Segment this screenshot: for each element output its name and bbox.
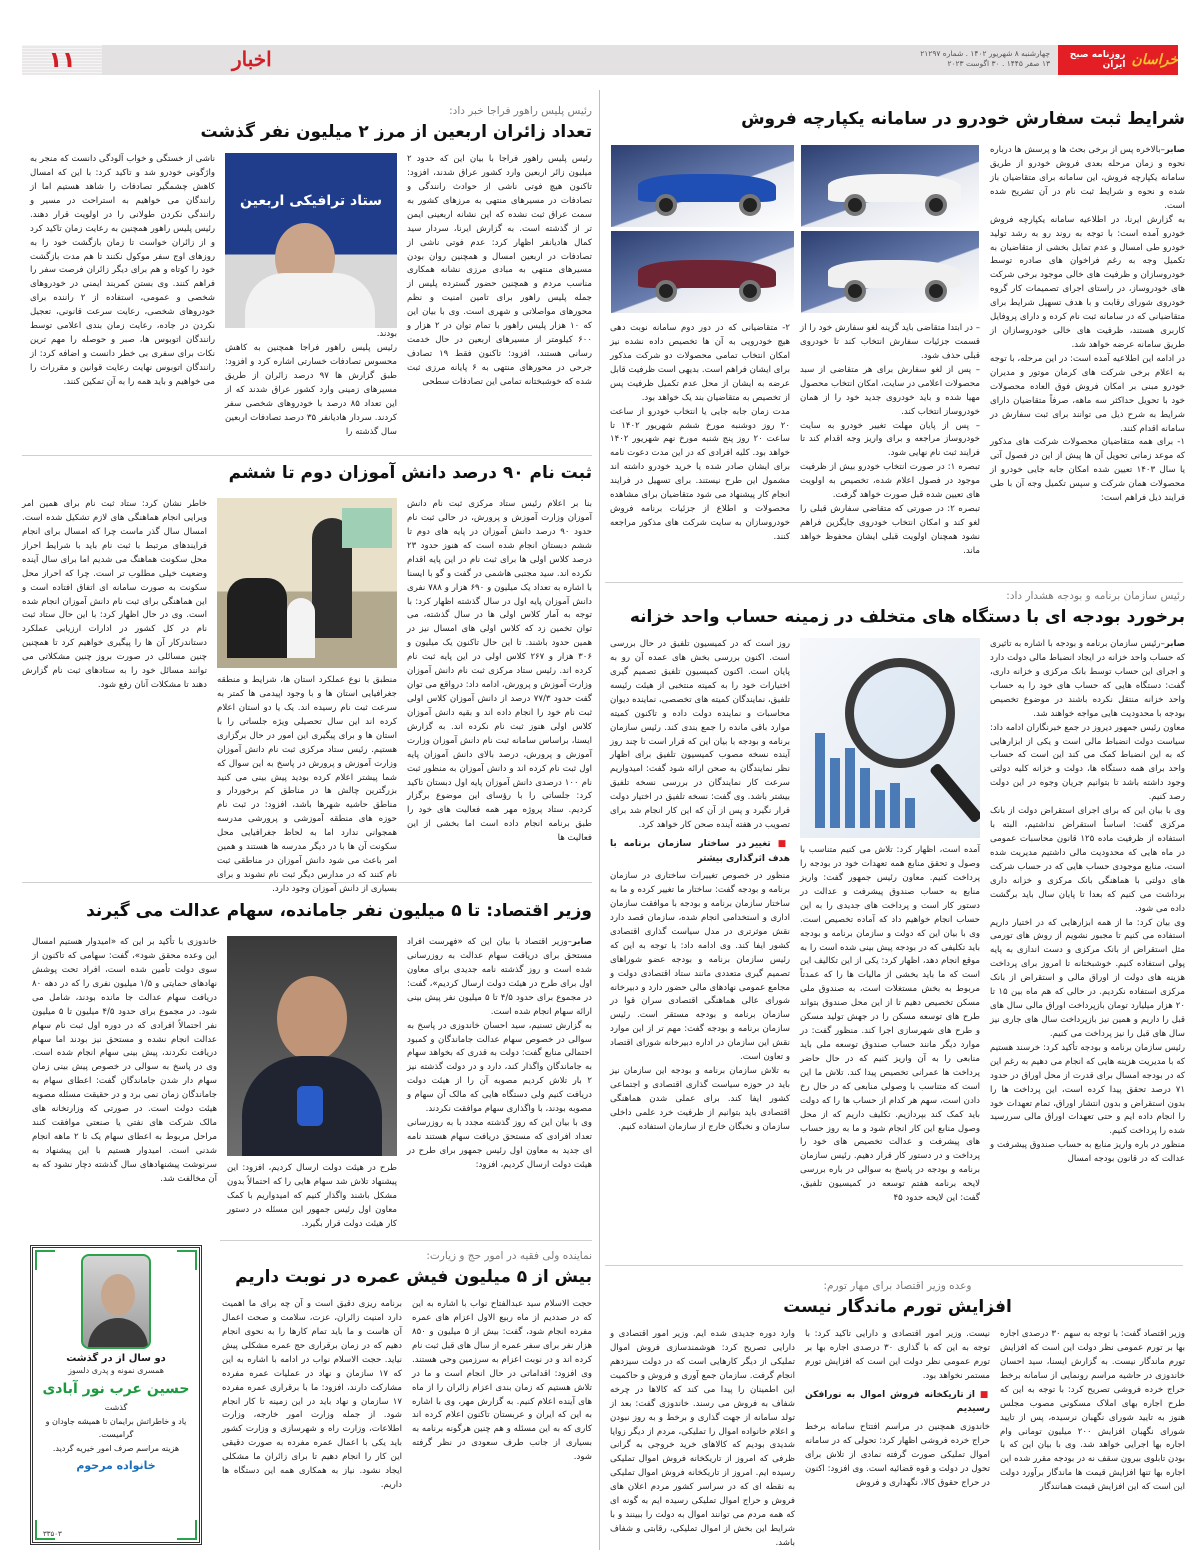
car-photo-red-suv: [610, 230, 795, 314]
article-umrah: [222, 1250, 592, 1493]
column-divider: [599, 90, 600, 1550]
article-column: وارد دوره جدیدی شده ایم. وزیر امور اقتصادی و دارایی تصریح کرد: هوشمندسازی فروش اموال تملیکی از دیگر کارهایی است که در دولت سیزدهم انجام گرفت. سازمان جمع آوری و فروش و حاکمیت این اطمینان را پیدا می کند که کالاها در چرخه شفاف به فروش می رسند. خاندوزی گفت: بعد از تولد سامانه از جهت گذاری و برخط و به روز نبودن و اعلام خانواده اموال را تملیکی، مردم از دیگر زوایا شدیدی بودیم که کالاهای خرید خروجی به گرانی ظرفی که امروز از تاریکخانه فروش اموال تملیکی رسیده ایم. امروز از تاریکخانه فروش اموال تملیکی به نقطه ای که در سراسر کشور مردم اعلان های فروش و حراج اموال تملیکی رسیده ایم به گونه ای که همه مردم می توانند اموال به دولت را ببینند و با شرایط این بخش از اموال تملیکی، رقابتی و شفاف باشد.: [610, 1329, 795, 1548]
car-photo-blue-suv: [610, 144, 795, 228]
article-column: برنامه ریزی دقیق است و آن چه برای ما اهمیت دارد امنیت زائران، عزت، سلامت و صحت اعمال آن هاست و ما باید تمام کارها را به نحوی انجام دهیم که در زمان برقراری حج عمره مشکلی پیش نیاید. حجت الاسلام نواب در ادامه با اشاره به این که ۱۷ سازمان و نهاد در عملیات عمره مفرده مشارکت دارند، افزود: ما با برقراری عمره مفرده ۱۷ سازمان و نهاد باید در این زمینه تا کار انجام شود. از جمله وزارت امور خارجه، وزارت اطلاعات، وزارت راه و شهرسازی و وزارت کشور باید یکی با اعمال عمره مفرده به صورت دقیقی این کار را انجام دهیم تا برای زائران ما مشکلی ایجاد نشود. نیاز به همکاری همه این دستگاه ها داریم.: [222, 1299, 402, 1491]
article-column: خاطر نشان کرد: ستاد ثبت نام برای همین امر ویرایی انجام هماهنگی های لازم تشکیل شده است. امسال سال گذر ماست چرا که امسال برای انجام فرایندهای مرتبط با ثبت نام باید با شرایط احراز محل سکونت هماهنگ می شدیم اما برای سال آینده وضعیت خیلی مطلوب تر است. چرا که احراز محل سکونت به صورت سامانه ای اتفاق افتاده است و این هماهنگی برای ثبت نام دانش آموزان انجام شده است. وی در حال اظهار کرد: با این حال ستاد ثبت نام در کل کشور در ادارات ارزیابی عملکرد دستاندرکار آن ها را پیگیری خواهیم کرد تا همچنین چنین مسائلی در صورت بروز چنین مشکلاتی می توانند مسائل خود را به ستادهای ثبت نام گزارش دهند تا مشکلات آنان رفع شود.: [22, 499, 207, 691]
magnifier-chart-photo: [800, 638, 980, 838]
article-treasury-account: [610, 590, 1185, 1206]
article-media-and-columns: [610, 144, 980, 594]
article-column: ۲- متقاضیانی که در دور دوم سامانه نوبت دهی هیچ خودرویی به آن ها تخصیص داده نشده نیز امکان انتخاب تمامی محصولات دو شرکت مذکور برای ایشان فراهم است. بدیهی است ظرفیت قابل عرضه به ایشان از محل عدم تکمیل ظرفیت پس از تخصیص به متقاضیان بند یک خواهد بود. مدت زمان جابه جایی یا انتخاب خودرو از ساعت ۲۰ روز دوشنبه مورخ ششم شهریور ۱۴۰۲ تا ساعت ۲۰ روز پنج شنبه مورخ نهم شهریور ۱۴۰۲ خواهد بود. کلیه افرادی که در این مدت دعوت نامه برای ایشان صادر شده یا خرید خودرو داشته اند مشمول این طرح نیستند. برای تسهیل در فرایند انجام کار پیشنهاد می شود متقاضیان برای مشاهده محصولات و اطلاع از جزئیات برنامه فروش خودروسازان به سایت شرکت های مذکور مراجعه کنند.: [610, 323, 790, 542]
police-chief-photo: ستاد ترافیکی اربعین: [225, 153, 397, 328]
article-justice-shares: [22, 900, 592, 1232]
photo-caption-tail: بودند.: [376, 329, 397, 340]
obituary-description: همسری نمونه و پدری دلسوز: [68, 1366, 164, 1375]
article-column: خاندوزی با تأکید بر این که «امیدوار هستیم امسال این وعده محقق شود»، گفت: سهامی که تاکنون از سوی دولت تأمین شده است، افراد تحت پوشش نهادهای حمایتی و ۱/۵ میلیون نفری را که در دهه ۸۰ دریافت سهام عدالت جا مانده بودند، شامل می شود. در مجموع برای حدود ۴/۵ میلیون تا ۵ میلیون نفر احتمالاً افرادی که در دوره اول ثبت نام سهام عدالت انجام نشده و مستحق نیز بودند اما سهام دریافت نکردند، پیش بینی سهام انجام شده است. وی در پاسخ به سوالی در خصوص پیش بینی زمان سهام دار شدن جاماندگان گفت: اعطای سهام به جاماندگان زمان نمی برد و در حقیقت مسئله مصوبه هیئت دولت است. در صورتی که وزارتخانه های مالک شرکت های نفتی یا صنعتی موافقت کنند مراحل مربوط به اعطای سهام یک تا ۲ ماهه انجام شدنی است. امیدوار هستیم با این پیشنهاد به سرنوشت پیشنهادهای سال گذشته دچار نشود که به آن مخالفت شد.: [32, 937, 217, 1184]
article-headline[interactable]: بیش از ۵ میلیون فیش عمره در نوبت داریم: [235, 1267, 592, 1287]
article-kicker: وعده وزیر اقتصاد برای مهار تورم:: [823, 1280, 972, 1292]
obituary-family: خانواده مرحوم: [76, 1459, 156, 1473]
article-column: روز است که در کمیسیون تلفیق در حال بررسی است. اکنون بررسی بخش های عمده آن رو به پایان است. اکنون کمیسیون تلفیق تصمیم گیری اختیارات خود را به کمیته منتخبی از هیئت رئیسه تلفیق، نمایندگان کمیته های تخصصی، نماینده دیوان محاسبات و نماینده دولت داده و تاکنون کمیته موارد باقی مانده را جمع بندی کند. رئیس سازمان برنامه و بودجه با بیان این که قرار است تا چند روز آینده نسخه مصوب کمیسیون تلفیق برای اظهار نظر نمایندگان به صحن ارائه شود گفت: امیدواریم سرعت کار نمایندگان در بررسی نسخه تلفیق بیشتر باشد. وی گفت: نسخه تلفیق در اختیار دولت قرار نگیرد و پس از آن که این کار انجام شد برای تصویب در هفته آینده صحن کار خواهد کرد. ■ تغییر در ساختار سازمان برنامه با هدف اثرگذاری بیشتر منظور در خصوص تغییرات ساختاری در سازمان برنامه و بودجه گفت: ساختار ما تغییر کرده و ما به ساختار سازمان برنامه و بودجه با موافقت سازمان اداری و استخدامی انجام شده، سازمان قصد دارد نقش موثرتری در مدل سیاست گذاری اقتصادی کشور ایفا کند. وی ادامه داد: با توجه به این که رئیس سازمان برنامه و بودجه عضو شوراهای تصمیم گیری متعددی مانند ستاد اقتصادی دولت و مجامع عمومی نهادهای مالی حضور دارد و دبیرخانه شورای عالی هماهنگی اقتصادی سران قوا در سازمان برنامه و بودجه مستقر است. رئیس سازمان برنامه و بودجه گفت: مهم تر از این موارد نقش این سازمان در اداره دبیرخانه شورای اقتصاد و تعاون است. به تلاش سازمان برنامه و بودجه این سازمان نیز باید در حوزه سیاست گذاری اقتصادی و اجتماعی کشور ایفا کند. برای عملی شدن هماهنگی اقتصادی باید بتوانیم از ظرفیت خرد علمی داخلی سازمان و نخبگان خارج از سازمان استفاده کنیم.: [610, 638, 790, 1206]
article-column: صابر–وزیر اقتصاد با بیان این که «فهرست افراد مستحق برای دریافت سهام عدالت به روزرسانی شده است و روز گذشته نامه جدیدی برای معاون اول برای طرح در هیئت دولت ارسال کردیم»، گفت: در مجموع برای حدود ۴/۵ تا ۵ میلیون نفر پیش بینی ارائه سهام انجام شده است. به گزارش تسنیم، سید احسان خاندوزی در پاسخ به سوالی در خصوص سهام عدالت جاماندگان و کمبود احتمالی منابع گفت: دولت به قدری که بخواهد سهام به جاماندگان واگذار کند، دارد و در دولت گذشته نیز ۲ بار تلاش کردیم مصوبه آن را از هیئت دولت دریافت کنیم ولی دستگاه هایی که مالک آن سهام و مصوبه بودند، با واگذاری سهام موافقت نکردند. وی با بیان این که روز گذشته مجدد با به روزرسانی تعداد افرادی که مستحق دریافت سهام هستند نامه ای جدید به معاون اول رئیس جمهور برای طرح در هیئت دولت ارسال کردیم، افزود:: [407, 937, 592, 1170]
brand-logo: خراسان: [1131, 52, 1178, 68]
article-kicker: نماینده ولی فقیه در امور حج و زیارت:: [426, 1250, 592, 1262]
byline: صابر: [1164, 145, 1185, 156]
page-number: ۱۱: [22, 45, 102, 75]
article-column: بنا بر اعلام رئیس ستاد مرکزی ثبت نام دانش آموزان وزارت آموزش و پرورش، در حالی ثبت نام حدود ۹۰ درصد دانش آموزان در پایه های دوم تا ششم دبستان انجام شده است که هنوز حدود ۲۳ درصد کلاس اولی ها برای ثبت نام در این پایه اقدام نکرده اند. سید مجتبی هاشمی در گفت و گو با ایسنا با اشاره به تعداد یک میلیون و ۶۹۰ هزار و ۷۸۸ نفری دانش آموزان پایه اول در سال گذشته اظهار کرد: با توجه به آمار کلاس اولی ها در سال گذشته، می توان تخمین زد که کلاس اولی های امسال نیز در همین حدود باشند. تا این حال تاکنون یک میلیون و ۳۰۶ هزار و ۲۶۷ کلاس اولی در این پایه ثبت نام کرده اند. رئیس ستاد مرکزی ثبت نام دانش آموزان وزارت آموزش و پرورش، ادامه داد: درواقع می توان گفت حدود ۷۷/۳ درصد از دانش آموزان کلاس اولی ثبت نام خود را انجام داده اند و بقیه دانش آموزان کلاس اولی هنوز ثبت نام نکرده اند. به گزارش ایسنا، براساس سامانه ثبت نام دانش آموزان وزارت آموزش و پرورش، درصد بالای دانش آموزان پایه اول ثبت نام کرده اند و دانش آموزان به منظور ثبت نام ۱۰۰ درصدی دانش آموزان پایه اول دبستان تاکید کرد: جلساتی را با رؤسای این موضوع برگزار کردیم. ستاد پروژه مهر همه فعالیت های خود را طبق برنامه انجام داده است اما بخشی از این فعالیت ها: [407, 499, 593, 844]
car-photo-white-sedan: [800, 144, 980, 228]
brand-tagline: روزنامه صبح ایران: [1069, 50, 1126, 70]
article-subheading: ■ از تاریکخانه فروش اموال به نورافکن رسیدیم: [805, 1388, 990, 1417]
article-arbaeen-pilgrims: [22, 105, 592, 439]
byline: صابر: [1164, 639, 1185, 650]
ad-code: ۳۳۵۰۳: [43, 1530, 62, 1538]
section-divider: [220, 1240, 592, 1241]
section-divider: [22, 455, 592, 456]
newspaper-brand[interactable]: [1058, 45, 1178, 75]
classroom-photo: [217, 498, 397, 668]
article-car-registration: [610, 108, 1185, 594]
article-column: صابر–رئیس سازمان برنامه و بودجه با اشاره به تاثیری که حساب واحد خزانه در ایجاد انضباط مالی دولت دارد و اجرای این حساب توسط بانک مرکزی و خزانه داری، گفت: دستگاه هایی که حساب های خود را به حساب واحد خزانه منتقل نکرده باشند در موضوع تخصیص بودجه با محدودیت هایی مواجه خواهند شد. معاون رئیس جمهور دیروز در جمع خبرنگاران ادامه داد: سیاست دولت انضباط مالی است و یکی از ابزارهایی که به این انضباط کمک می کند این است که حساب واحد برای همه دستگاه ها، دولت و خزانه کلیه دولتی وجود داشته باشد تا بتوانیم جریان وجوه در این دولت رصد کنیم. وی با بیان این که برای اجرای استقراض دولت از بانک مرکزی گفت: اساسأ استقراض نداشتیم، البته با استفاده از ظرفیت ماده ۱۲۵ قانون محاسبات عمومی در ماه هایی که محدودیت مالی داشتیم مدیریت شده است، منابع موجودی حساب هایی که در حساب شرکت های دولتی با هماهنگی بانک مرکزی و خزانه داری برداشت می کنیم که بعدا تا پایان سال باید برگشت داده می شود. وی بیان کرد: ما از همه ابزارهایی که در اختیار داریم استفاده می کنیم تا مجبور نشویم از روش های تورمی مثل استقراض از بانک مرکزی و دست اندازی به پایه پولی استفاده کنیم. خوشبختانه تا امروز برای پرداخت هزینه های دولت از اوراق مالی و استقراض از بانک مرکزی استفاده نکردیم. در حالی که هم ماه بین ۱۵ تا ۲۰ هزار میلیارد تومان بازپرداخت اوراق مالی سال های قبل را داریم و همین نیز بازپرداخت سال های جاری نیز سال های قبل را نیز پرداخت می کنیم. رئیس سازمان برنامه و بودجه تأکید کرد: خرسند هستیم که با مدیریت هزینه هایی که انجام می دهیم به رغم این که در بودجه امسال برای قدرت از محل اوراق در حدود ۷۱ درصد تحقق پیدا کرده است، این پرداخت ها را بدون استقراض و بدون انتشار اوراق، تمام تعهدات خود را انجام داده ایم و حتی تعهدات اوراق مالی سررسید شده را پرداخت کنیم. منظور در باره واریز منابع به حساب صندوق پیشرفت و عدالت که در قانون بودجه امسال: [990, 639, 1186, 1165]
section-title: اخبار: [232, 47, 272, 71]
article-column: رئیس پلیس راهور فراجا با بیان این که حدود ۲ میلیون زائر اربعین وارد کشور عراق شدند، افزود: تاکنون هیچ فوتی ناشی از حوادث رانندگی و تصادفات در مسیرهای منتهی به مرزهای کشور به سمت عراق ثبت نشده که این نشانه اربعینی ایمن تر از گذشته است. به گزارش ایرنا، سردار سید کمال هادیانفر اظهار کرد: عدم فوتی ناشی از تصادفات در اربعین امسال و همچنین روان بودن مسیرهای منتهی به مبادی مرزی نشانه همکاری مناسب مردم و همچنین حضور گسترده پلیس از جمله پلیس راهور برای تامین امنیت و نظم محورهای مواصلاتی و شهری است. وی با بیان این که ۱۰ هزار پلیس راهور با تمام توان در ۲ هزار و ۶۰۰ کیلومتر از مسیرهای اربعین در حال خدمت رسانی هستند، افزود: تاکنون فقط ۱۹ تصادف جرحی در محورهای منتهی به ۶ پایانه مرزی ثبت شده که خوشبختانه تمامی این تصادفات سطحی: [407, 154, 592, 387]
car-photo-white-compact: [800, 230, 980, 314]
article-column: نیست. وزیر امور اقتصادی و دارایی تاکید کرد: با توجه به این که با گذاری ۳۰ درصدی اجاره بها بر تورم عمومی نظر دولت این است که افزایش تورم مستمر نخواهد بود. ■ از تاریکخانه فروش اموال به نورافکن رسیدیم خاندوزی همچنین در مراسم افتتاح سامانه برخط حراج خرده فروشی اظهار کرد: تحولی که در سامانه اموال تملیکی صورت گرفته نمادی از تلاش برای تحول در دولت و قوه قضائیه است. وی افزود: اکنون در حراج حقوق کالا، نگهداری و فروش: [805, 1328, 990, 1551]
article-column: منطبق با نوع عملکرد استان ها، شرایط و منطقه جغرافیایی استان ها و با وجود اپیدمی ها کمتر به سرعت ثبت نام رسیده اند. یک یا دو استان اعلام کرده اند این سال تحصیلی ویژه جلساتی را با استان ها و برای پیگیری این امور در حال برگزاری هستیم. رئیس ستاد مرکزی ثبت نام دانش آموزان وزارت آموزش و پرورش در پاسخ به این سوال که شما پیشتر اعلام کرده بودید پیش بینی می کنید بزرگترین چالش ها در مناطق کم برخوردار و مناطق حاشیه شهرها باشد، افزود: در ثبت نام حوزه های منطقه آموزشی و پرورشی مدرسه همجوانی ندارد اما به لحاظ جغرافیایی محل سکونت آن ها با در دیگر مدرسه ها هستند و همین امر باعث می شود دانش آموزان در مناطقی ثبت نام کنند که در مدارس دیگر ثبت نام نشوند و برای بسیاری از دانش آموزان وجود دارد.: [217, 498, 397, 897]
article-column: ناشی از خستگی و خواب آلودگی دانست که منجر به واژگونی خودرو شد و تاکید کرد: با این که امسال کاهش چشمگیر تصادفات را شاهد هستیم اما از رانندگان می خواهیم به استراحت در مسیر و رانندگی نکردن طولانی را در اولویت قرار دهند. رئیس پلیس راهور همچنین به رعایت زمان تاکید کرد و از زائران خواست تا زمان بازگشت خود را به روزهای اوج سفر موکول نکنند تا هم مدت بازگشت خود را کوتاه و هم برای دیگر زائران فرصت سفر را فراهم کنند. وی بستن کمربند ایمنی در خودروهای شخصی و عمومی، استفاده از ۲ راننده برای خودروهای شخصی، رعایت سرعت قانونی، تعجیل نکردن در جاده، رعایت زمان بندی اعلامی توسط رانندگان اتوبوس ها، صبر و حوصله را مهم ترین نکات برای سفری بی خطر دانست و اضافه کرد: از رانندگان اتوبوس نهایت رعایت قوانین و مقررات را می خواهیم و باید همه را به آن تمکین کنند.: [30, 154, 215, 387]
issue-date-line-2: ۱۳ صفر ۱۴۴۵ . ۳۰ اگوست ۲۰۲۳: [947, 59, 1050, 69]
article-column: – در ابتدا متقاضی باید گزینه لغو سفارش خود را از قسمت جزئیات سفارش انتخاب کند تا خودروی قبلی حذف شود. – پس از لغو سفارش برای هر متقاضی از سبد محصولات اعلامی در سایت، امکان انتخاب محصول مهیا شده و باید خودروی جدید خود را از همان خودروساز انتخاب کند. – پس از پایان مهلت تغییر خودرو به سایت خودروساز مراجعه و برای واریز وجه اقدام کند تا فرایند ثبت نام نهایی شود. تبصره ۱: در صورت انتخاب خودرو بیش از ظرفیت موجود در فصول اعلام شده، تخصیص به اولویت های تعیین شده قبل صورت خواهد گرفت. تبصره ۲: در صورتی که متقاضی سفارش قبلی را لغو کند و امکان انتخاب خودروی جایگزین فراهم نشود همچنان اولویت قبلی ایشان محفوظ خواهد ماند.: [800, 323, 980, 556]
article-column: طرح در هیئت دولت ارسال کردیم، افزود: این پیشنهاد تلاش شد سهام هایی را که احتمالاً بدون مشکل باشند واگذار کنیم که امیدواریم با کمک معاون اول رئیس جمهور این مسئله در دستور کار هیئت دولت قرار بگیرد.: [227, 936, 397, 1232]
article-kicker: رئیس سازمان برنامه و بودجه هشدار داد:: [1006, 590, 1185, 602]
article-headline[interactable]: ثبت نام ۹۰ درصد دانش آموزان دوم تا ششم: [228, 463, 592, 483]
article-headline[interactable]: برخورد بودجه ای با دستگاه های متخلف در زمینه حساب واحد خزانه: [629, 607, 1185, 627]
article-headline[interactable]: شرایط ثبت سفارش خودرو در سامانه یکپارچه فروش: [741, 109, 1185, 129]
issue-info: [858, 45, 1058, 75]
article-column: وزیر اقتصاد گفت: با توجه به سهم ۳۰ درصدی اجاره بها بر تورم عمومی نظر دولت این است که افزایش تورم ماندگار نیست. به گزارش ایسنا، سید احسان خاندوزی در حاشیه مراسم رونمایی از سامانه برخط حراج خرده فروشی تصریح کرد: با توجه به این که طرح اجاره بهای املاک مسکونی مصوب مجلس هنوز به تایید شورای نگهبان نرسیده، پس از تایید شورای نگهبان افزایش ۲۰۰ میلیون تومانی وام اجاره بها اجرایی خواهد شد. وی با بیان این که با بودن تابلوی بیرون سقف نه در بودجه مقرر شده این اجاره بها تنها افزایش قیمت ها ماندگار برآورد دولت این است که این افزایش قیمت همانندگار: [1000, 1329, 1185, 1493]
article-column: آمده است، اظهار کرد: تلاش می کنیم متناسب با وصول و تحقق منابع همه تعهدات خود در بودجه را پرداخت کنیم. معاون رئیس جمهور گفت: واریز منابع به حساب صندوق پیشرفت و عدالت در دستور کار است و پرداخت های جدیدی را به این حساب انجام خواهیم داد که آماده تخصیص است. وی با بیان این که دولت و سازمان برنامه و بودجه باید تکلیفی که در بودجه پیش بینی شده است را به موقع انجام دهد، اظهار کرد: یکی از این تکالیف این است که ما باید بخشی از مالیات ها را که عمدتاً مربوط به بخش مستغلات است، به صندوق ملی مسکن تخصیص دهیم تا از این محل صندوق بتواند طرح های توسعه مسکن را در جهش تولید مسکن و طرح های شهرسازی اجرا کند. منظور گفت: در موارد دیگر مانند حساب صندوق توسعه ملی باید منابعی را به آن واریز کنیم که در حال حاضر پرداخت ها عمرانی تخصیص پیدا کند. تلاش ما این است که متناسب با وصولی منابعی که در حال رخ دادن است، سهم هر کدام از حساب ها را که دولت باید کمک کند بپردازیم. تکلیف داریم که از محل وصول منابع این کار انجام شود و ما به روز حساب های پیشرفت و عدالت تخصیص های خود را پرداخت و در دستور کار قرار دهیم. رئیس سازمان برنامه و بودجه در پاسخ به سوالی در باره بررسی لایحه برنامه هفتم توسعه در کمیسیون تلفیق، گفت: این لایحه حدود ۴۵: [800, 638, 980, 1206]
section-divider: [605, 1265, 1183, 1266]
obituary-charity-note: هزینه مراسم صرف امور خیریه گردید.: [52, 1443, 180, 1453]
article-student-registration: [22, 462, 592, 897]
article-column: صابر–بالاخره پس از برخی بحث ها و پرسش ها درباره نحوه و زمان مرحله بعدی فروش خودرو از طریق سامانه یکپارچه فروش، این سامانه برای متقاضیان باز شده و نحوه و شرایط ثبت نام در آن تشریح شده است. به گزارش ایرنا، در اطلاعیه سامانه یکپارچه فروش خودرو آمده است: با توجه به روند رو به رشد تولید خودرو طی امسال و عدم تمایل بخشی از متقاضیان به تکمیل وجه به رغم فراخوان های صادره توسط خودروسازان و ظرفیت های خالی موجود برخی شرکت های خودروساز، در راستای اجرای تصمیمات کار گروه خودروی شورای رقابت و با هدف تسهیل شرایط برای متقاضیانی که در سامانه ثبت نام کرده و دارای پروفایل کاربری هستند، ظرفیت های خالی خودروسازان از طریق سامانه عرضه خواهد شد. در ادامه این اطلاعیه آمده است: در این مرحله، با توجه به اعلام برخی شرکت های کرمان موتور و مدیران خودرو مبنی بر امکان فروش فوق العاده محصولات خود با تحویل حداکثر سه ماهه، صرفاً متقاضیان دارای شرایط به شرح ذیل می توانند برای ثبت سفارش در سامانه اقدام کنند. ۱- برای همه متقاضیان محصولات شرکت های مذکور که موعد زمانی تحویل آن ها پیش از این در فصول آتی یا سال ۱۴۰۳ تعیین شده امکان جابه جایی خودرو از محصولات همان شرکت و سپس تکمیل وجه آن با طی فرایند ذیل فراهم است:: [990, 145, 1185, 504]
deceased-name: حسین عرب نور آبادی: [42, 1381, 190, 1397]
byline: صابر: [571, 937, 592, 948]
article-subheading: ■ تغییر در ساختار سازمان برنامه با هدف اثرگذاری بیشتر: [610, 837, 790, 866]
deceased-portrait: [81, 1254, 151, 1349]
article-headline[interactable]: وزیر اقتصاد: تا ۵ میلیون نفر جامانده، سهام عدالت می گیرند: [86, 901, 592, 921]
article-inflation: [610, 1280, 1185, 1551]
masthead: [22, 45, 1178, 75]
article-kicker: رئیس پلیس راهور فراجا خبر داد:: [449, 105, 592, 117]
obituary-ad: دو سال از در گذشت همسری نمونه و پدری دلسوز حسین عرب نور آبادی گذشت یاد و خاطراتش برایمان تا همیشه جاودان و گرامیست. هزینه مراسم صرف امور خیریه گردید. خانواده مرحوم ۳۳۵۰۳: [30, 1245, 202, 1545]
article-column: حجت الاسلام سید عبدالفتاح نواب با اشاره به این که در صددیم از ماه ربیع الاول اعزام های عمره مفرده انجام شود، گفت: بیش از ۵ میلیون و ۸۵۰ هزار نفر برای سفر عمره از سال های قبل ثبت نام کرده اند و در نوبت اعزام به سرزمین وحی هستند. وی افزود: اقداماتی در حال انجام است و ما در تلاش هستیم که زمان بندی اعزام زائران را از ماه های آینده اعلام کنیم. به گزارش مهر، وی با اشاره به این که ایران و عربستان تاکنون اعلام کرده اند کاری که به این مسئله و هم چنین هرگونه برنامه به بسیاری از جانب طرف سعودی در نظر گرفته شود.: [412, 1299, 593, 1463]
obituary-message: یاد و خاطراتش برایمان تا همیشه جاودان و گرامیست.: [45, 1416, 187, 1440]
economy-minister-photo: [227, 936, 397, 1156]
issue-date-line: چهارشنبه ۸ شهریور ۱۴۰۲ . شماره ۲۱۲۹۷: [920, 49, 1050, 58]
obituary-anniversary: دو سال از در گذشت: [66, 1353, 166, 1364]
article-column: ستاد ترافیکی اربعین بودند. رئیس پلیس راهور فراجا همچنین به کاهش محسوس تصادفات خسارتی اشاره کرد و افزود: طبق گزارش ها ۹۷ درصد زائران از طریق مسیرهای زمینی وارد کشور عراق شدند که از این تعداد ۸۵ درصد با خودروهای شخصی سفر کردند. سردار هادیانفر ۳۵ درصد تصادفات اربعین سال گذشته را: [225, 153, 397, 439]
article-headline[interactable]: افزایش تورم ماندگار نیست: [783, 1297, 1012, 1317]
car-photo-grid: [610, 144, 980, 314]
article-headline[interactable]: تعداد زائران اربعین از مرز ۲ میلیون نفر گذشت: [200, 122, 592, 142]
